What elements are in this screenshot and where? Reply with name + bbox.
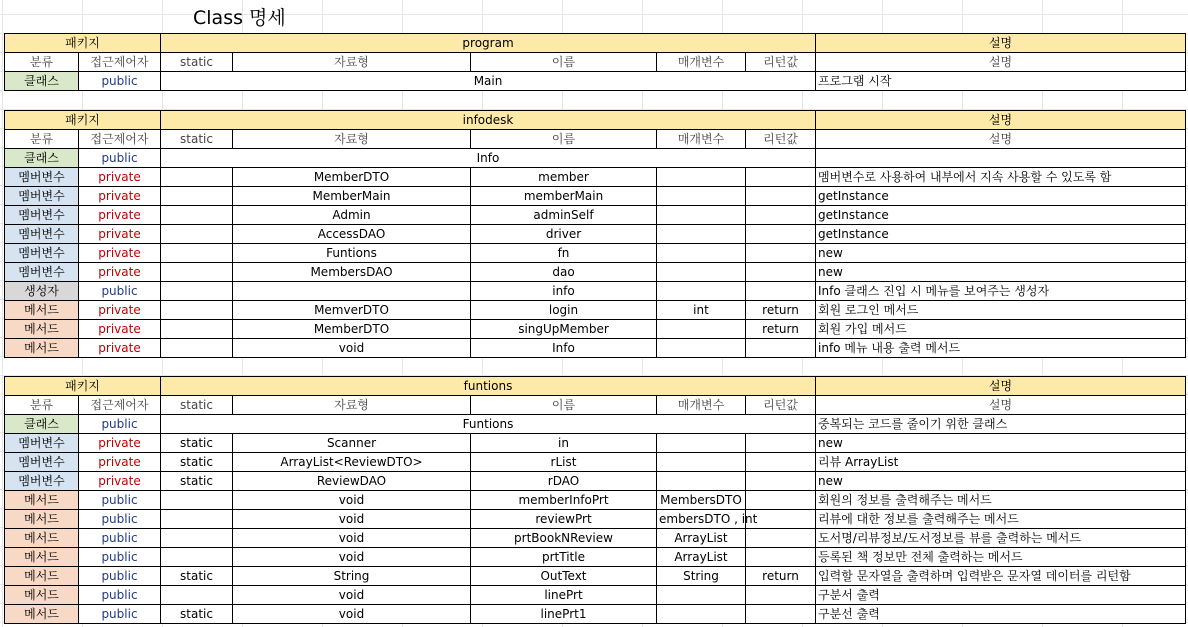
static-cell[interactable] (161, 187, 233, 206)
param-cell[interactable] (657, 472, 746, 491)
type-cell[interactable]: MemberDTO (233, 320, 471, 339)
table-row (5, 491, 1186, 510)
table-row (5, 244, 1186, 263)
static-cell[interactable] (161, 168, 233, 187)
return-cell[interactable]: return (746, 301, 816, 320)
type-header[interactable]: 자료형 (233, 396, 471, 415)
name-cell[interactable]: driver (471, 225, 657, 244)
spec-table-funtions (4, 376, 1186, 624)
type-cell[interactable]: void (233, 586, 471, 605)
desc-header[interactable]: 설명 (816, 53, 1186, 72)
description-cell[interactable]: new (816, 244, 1186, 263)
access-cell[interactable]: public (79, 567, 161, 586)
static-cell[interactable] (161, 339, 233, 358)
kind-cell[interactable]: 멤버변수 (5, 187, 79, 206)
static-cell[interactable] (161, 282, 233, 301)
return-cell[interactable] (746, 339, 816, 358)
description-cell[interactable]: info 메뉴 내용 출력 메서드 (816, 339, 1186, 358)
access-cell[interactable]: public (79, 491, 161, 510)
static-cell[interactable]: static (161, 567, 233, 586)
type-cell[interactable]: void (233, 605, 471, 624)
access-cell[interactable]: public (79, 605, 161, 624)
return-cell[interactable] (746, 529, 816, 548)
return-cell[interactable]: return (746, 320, 816, 339)
table-row (5, 434, 1186, 453)
name-cell[interactable]: singUpMember (471, 320, 657, 339)
name-cell[interactable]: linePrt (471, 586, 657, 605)
kind-cell[interactable]: 클래스 (5, 149, 79, 168)
access-cell[interactable]: private (79, 339, 161, 358)
table-row (5, 168, 1186, 187)
access-cell[interactable]: public (79, 282, 161, 301)
kind-cell[interactable]: 클래스 (5, 72, 79, 91)
kind-cell[interactable]: 멤버변수 (5, 206, 79, 225)
table-row (5, 453, 1186, 472)
access-cell[interactable]: private (79, 187, 161, 206)
class-name-cell[interactable]: Main (161, 72, 816, 91)
kind-cell[interactable]: 메서드 (5, 586, 79, 605)
description-cell[interactable]: new (816, 472, 1186, 491)
description-cell[interactable]: 멤버변수로 사용하여 내부에서 지속 사용할 수 있도록 함 (816, 168, 1186, 187)
name-cell[interactable]: Info (471, 339, 657, 358)
table-row (5, 149, 1186, 168)
table-row (5, 415, 1186, 434)
table-row (5, 510, 1186, 529)
package-label[interactable]: 패키지 (5, 111, 161, 130)
name-cell[interactable]: member (471, 168, 657, 187)
description-cell[interactable]: 구분선 출력 (816, 605, 1186, 624)
param-cell[interactable] (657, 244, 746, 263)
kind-cell[interactable]: 멤버변수 (5, 244, 79, 263)
access-cell[interactable]: public (79, 548, 161, 567)
static-cell[interactable] (161, 491, 233, 510)
type-cell[interactable]: void (233, 529, 471, 548)
static-cell[interactable]: static (161, 472, 233, 491)
table-row (5, 567, 1186, 586)
spec-table-infodesk (4, 110, 1186, 358)
name-cell[interactable]: login (471, 301, 657, 320)
kind-header[interactable]: 분류 (5, 53, 79, 72)
name-cell[interactable]: in (471, 434, 657, 453)
table-row (5, 282, 1186, 301)
class-name-cell[interactable]: Info (161, 149, 816, 168)
name-cell[interactable]: prtBookNReview (471, 529, 657, 548)
package-name[interactable]: infodesk (161, 111, 816, 130)
description-cell[interactable]: 회원 로그인 메서드 (816, 301, 1186, 320)
param-cell[interactable]: ArrayList (657, 548, 746, 567)
description-cell[interactable]: 도서명/리뷰정보/도서정보를 뷰를 출력하는 메서드 (816, 529, 1186, 548)
kind-cell[interactable]: 메서드 (5, 605, 79, 624)
param-header[interactable]: 매개변수 (657, 396, 746, 415)
description-cell[interactable]: Info 클래스 진입 시 메뉴를 보여주는 생성자 (816, 282, 1186, 301)
column-header-row (5, 53, 1186, 72)
return-cell[interactable] (746, 263, 816, 282)
type-cell[interactable]: Scanner (233, 434, 471, 453)
type-cell[interactable]: Funtions (233, 244, 471, 263)
access-cell[interactable]: public (79, 149, 161, 168)
param-header[interactable]: 매개변수 (657, 130, 746, 149)
return-cell[interactable] (746, 187, 816, 206)
return-cell[interactable] (746, 225, 816, 244)
return-cell[interactable] (746, 453, 816, 472)
class-name-cell[interactable]: Funtions (161, 415, 816, 434)
param-cell[interactable]: MembersDTO (657, 491, 746, 510)
return-header[interactable]: 리턴값 (746, 396, 816, 415)
description-cell[interactable]: getInstance (816, 225, 1186, 244)
description-cell[interactable]: 리뷰 ArrayList (816, 453, 1186, 472)
access-cell[interactable]: private (79, 225, 161, 244)
type-cell[interactable]: String (233, 567, 471, 586)
access-cell[interactable]: private (79, 301, 161, 320)
access-header[interactable]: 접근제어자 (79, 53, 161, 72)
description-cell[interactable]: getInstance (816, 206, 1186, 225)
description-cell[interactable]: 중복되는 코드를 줄이기 위한 클래스 (816, 415, 1186, 434)
description-cell[interactable] (816, 149, 1186, 168)
access-cell[interactable]: private (79, 453, 161, 472)
table-row (5, 320, 1186, 339)
package-row (5, 34, 1186, 53)
kind-cell[interactable]: 메서드 (5, 548, 79, 567)
type-header[interactable]: 자료형 (233, 53, 471, 72)
description-header[interactable]: 설명 (816, 34, 1186, 53)
name-cell[interactable]: fn (471, 244, 657, 263)
return-cell[interactable] (746, 548, 816, 567)
static-cell[interactable] (161, 529, 233, 548)
access-cell[interactable]: private (79, 244, 161, 263)
static-cell[interactable] (161, 320, 233, 339)
static-cell[interactable] (161, 586, 233, 605)
return-cell[interactable] (746, 244, 816, 263)
description-cell[interactable]: getInstance (816, 187, 1186, 206)
type-cell[interactable]: Admin (233, 206, 471, 225)
type-cell[interactable]: AccessDAO (233, 225, 471, 244)
access-cell[interactable]: public (79, 415, 161, 434)
package-row (5, 111, 1186, 130)
param-cell[interactable] (657, 320, 746, 339)
access-cell[interactable]: private (79, 320, 161, 339)
kind-header[interactable]: 분류 (5, 396, 79, 415)
param-cell[interactable] (657, 206, 746, 225)
table-row (5, 263, 1186, 282)
param-cell[interactable]: ArrayList (657, 529, 746, 548)
static-header[interactable]: static (161, 130, 233, 149)
static-header[interactable]: static (161, 53, 233, 72)
kind-header[interactable]: 분류 (5, 130, 79, 149)
description-cell[interactable]: 회원의 정보를 출력해주는 메서드 (816, 491, 1186, 510)
param-header[interactable]: 매개변수 (657, 53, 746, 72)
table-row (5, 187, 1186, 206)
package-label[interactable]: 패키지 (5, 377, 161, 396)
description-cell[interactable]: 입력할 문자열을 출력하며 입력받은 문자열 데이터를 리턴함 (816, 567, 1186, 586)
kind-cell[interactable]: 메서드 (5, 491, 79, 510)
type-cell[interactable]: MembersDAO (233, 263, 471, 282)
return-cell[interactable] (746, 472, 816, 491)
static-cell[interactable] (161, 301, 233, 320)
kind-cell[interactable]: 멤버변수 (5, 434, 79, 453)
access-cell[interactable]: public (79, 510, 161, 529)
static-cell[interactable] (161, 244, 233, 263)
name-cell[interactable]: rList (471, 453, 657, 472)
access-cell[interactable]: public (79, 72, 161, 91)
type-cell[interactable]: void (233, 491, 471, 510)
static-cell[interactable] (161, 206, 233, 225)
name-cell[interactable]: memberMain (471, 187, 657, 206)
table-row (5, 339, 1186, 358)
access-cell[interactable]: private (79, 168, 161, 187)
name-header[interactable]: 이름 (471, 130, 657, 149)
static-cell[interactable] (161, 548, 233, 567)
static-cell[interactable]: static (161, 605, 233, 624)
package-label[interactable]: 패키지 (5, 34, 161, 53)
return-header[interactable]: 리턴값 (746, 130, 816, 149)
param-cell[interactable] (657, 453, 746, 472)
access-cell[interactable]: private (79, 434, 161, 453)
return-cell[interactable] (746, 282, 816, 301)
type-cell[interactable]: MemberMain (233, 187, 471, 206)
param-cell[interactable] (657, 339, 746, 358)
kind-cell[interactable]: 메서드 (5, 320, 79, 339)
name-cell[interactable]: rDAO (471, 472, 657, 491)
kind-cell[interactable]: 멤버변수 (5, 225, 79, 244)
table-row (5, 529, 1186, 548)
name-cell[interactable]: adminSelf (471, 206, 657, 225)
spec-table-program (4, 33, 1186, 91)
description-header[interactable]: 설명 (816, 377, 1186, 396)
return-cell[interactable] (746, 491, 816, 510)
param-cell[interactable] (657, 225, 746, 244)
param-cell[interactable] (657, 187, 746, 206)
table-row (5, 206, 1186, 225)
type-cell[interactable]: void (233, 548, 471, 567)
type-cell[interactable]: MemberDTO (233, 168, 471, 187)
package-name[interactable]: program (161, 34, 816, 53)
table-row (5, 586, 1186, 605)
static-cell[interactable]: static (161, 453, 233, 472)
description-cell[interactable]: 구분서 출력 (816, 586, 1186, 605)
param-cell[interactable] (657, 168, 746, 187)
page-title: Class 명세 (193, 7, 286, 29)
type-header[interactable]: 자료형 (233, 130, 471, 149)
name-cell[interactable]: OutText (471, 567, 657, 586)
kind-cell[interactable]: 멤버변수 (5, 472, 79, 491)
name-header[interactable]: 이름 (471, 396, 657, 415)
description-cell[interactable]: new (816, 263, 1186, 282)
kind-cell[interactable]: 멤버변수 (5, 453, 79, 472)
name-header[interactable]: 이름 (471, 53, 657, 72)
column-header-row (5, 396, 1186, 415)
description-cell[interactable]: new (816, 434, 1186, 453)
kind-cell[interactable]: 메서드 (5, 567, 79, 586)
return-cell[interactable] (746, 168, 816, 187)
name-cell[interactable]: reviewPrt (471, 510, 657, 529)
package-name[interactable]: funtions (161, 377, 816, 396)
table-row (5, 72, 1186, 91)
param-cell[interactable]: embersDTO , int (657, 510, 746, 529)
name-cell[interactable]: linePrt1 (471, 605, 657, 624)
table-row (5, 605, 1186, 624)
description-cell[interactable]: 리뷰에 대한 정보를 출력해주는 메서드 (816, 510, 1186, 529)
name-cell[interactable]: info (471, 282, 657, 301)
static-cell[interactable]: static (161, 434, 233, 453)
table-row (5, 548, 1186, 567)
type-cell[interactable]: MemverDTO (233, 301, 471, 320)
package-row (5, 377, 1186, 396)
type-cell[interactable]: ReviewDAO (233, 472, 471, 491)
param-cell[interactable]: int (657, 301, 746, 320)
table-row (5, 301, 1186, 320)
return-cell[interactable]: return (746, 567, 816, 586)
type-cell[interactable]: void (233, 510, 471, 529)
kind-cell[interactable]: 생성자 (5, 282, 79, 301)
param-cell[interactable] (657, 605, 746, 624)
kind-cell[interactable]: 멤버변수 (5, 263, 79, 282)
return-cell[interactable] (746, 586, 816, 605)
kind-cell[interactable]: 멤버변수 (5, 168, 79, 187)
param-cell[interactable] (657, 263, 746, 282)
table-row (5, 472, 1186, 491)
kind-cell[interactable]: 클래스 (5, 415, 79, 434)
access-header[interactable]: 접근제어자 (79, 396, 161, 415)
static-cell[interactable] (161, 225, 233, 244)
access-cell[interactable]: public (79, 586, 161, 605)
type-cell[interactable]: void (233, 339, 471, 358)
access-header[interactable]: 접근제어자 (79, 130, 161, 149)
static-cell[interactable] (161, 263, 233, 282)
desc-header[interactable]: 설명 (816, 130, 1186, 149)
return-cell[interactable] (746, 434, 816, 453)
name-cell[interactable]: dao (471, 263, 657, 282)
access-cell[interactable]: private (79, 263, 161, 282)
return-cell[interactable] (746, 206, 816, 225)
param-cell[interactable]: String (657, 567, 746, 586)
access-cell[interactable]: private (79, 206, 161, 225)
return-header[interactable]: 리턴값 (746, 53, 816, 72)
name-cell[interactable]: prtTitle (471, 548, 657, 567)
type-cell[interactable] (233, 282, 471, 301)
static-header[interactable]: static (161, 396, 233, 415)
description-cell[interactable]: 회원 가입 메서드 (816, 320, 1186, 339)
static-cell[interactable] (161, 510, 233, 529)
kind-cell[interactable]: 메서드 (5, 529, 79, 548)
description-cell[interactable]: 프로그램 시작 (816, 72, 1186, 91)
param-cell[interactable] (657, 282, 746, 301)
description-header[interactable]: 설명 (816, 111, 1186, 130)
access-cell[interactable]: private (79, 472, 161, 491)
desc-header[interactable]: 설명 (816, 396, 1186, 415)
kind-cell[interactable]: 메서드 (5, 301, 79, 320)
type-cell[interactable]: ArrayList<ReviewDTO> (233, 453, 471, 472)
param-cell[interactable] (657, 434, 746, 453)
return-cell[interactable] (746, 605, 816, 624)
description-cell[interactable]: 등록된 책 정보만 전체 출력하는 메서드 (816, 548, 1186, 567)
table-row (5, 225, 1186, 244)
column-header-row (5, 130, 1186, 149)
kind-cell[interactable]: 메서드 (5, 510, 79, 529)
name-cell[interactable]: memberInfoPrt (471, 491, 657, 510)
kind-cell[interactable]: 메서드 (5, 339, 79, 358)
access-cell[interactable]: public (79, 529, 161, 548)
param-cell[interactable] (657, 586, 746, 605)
